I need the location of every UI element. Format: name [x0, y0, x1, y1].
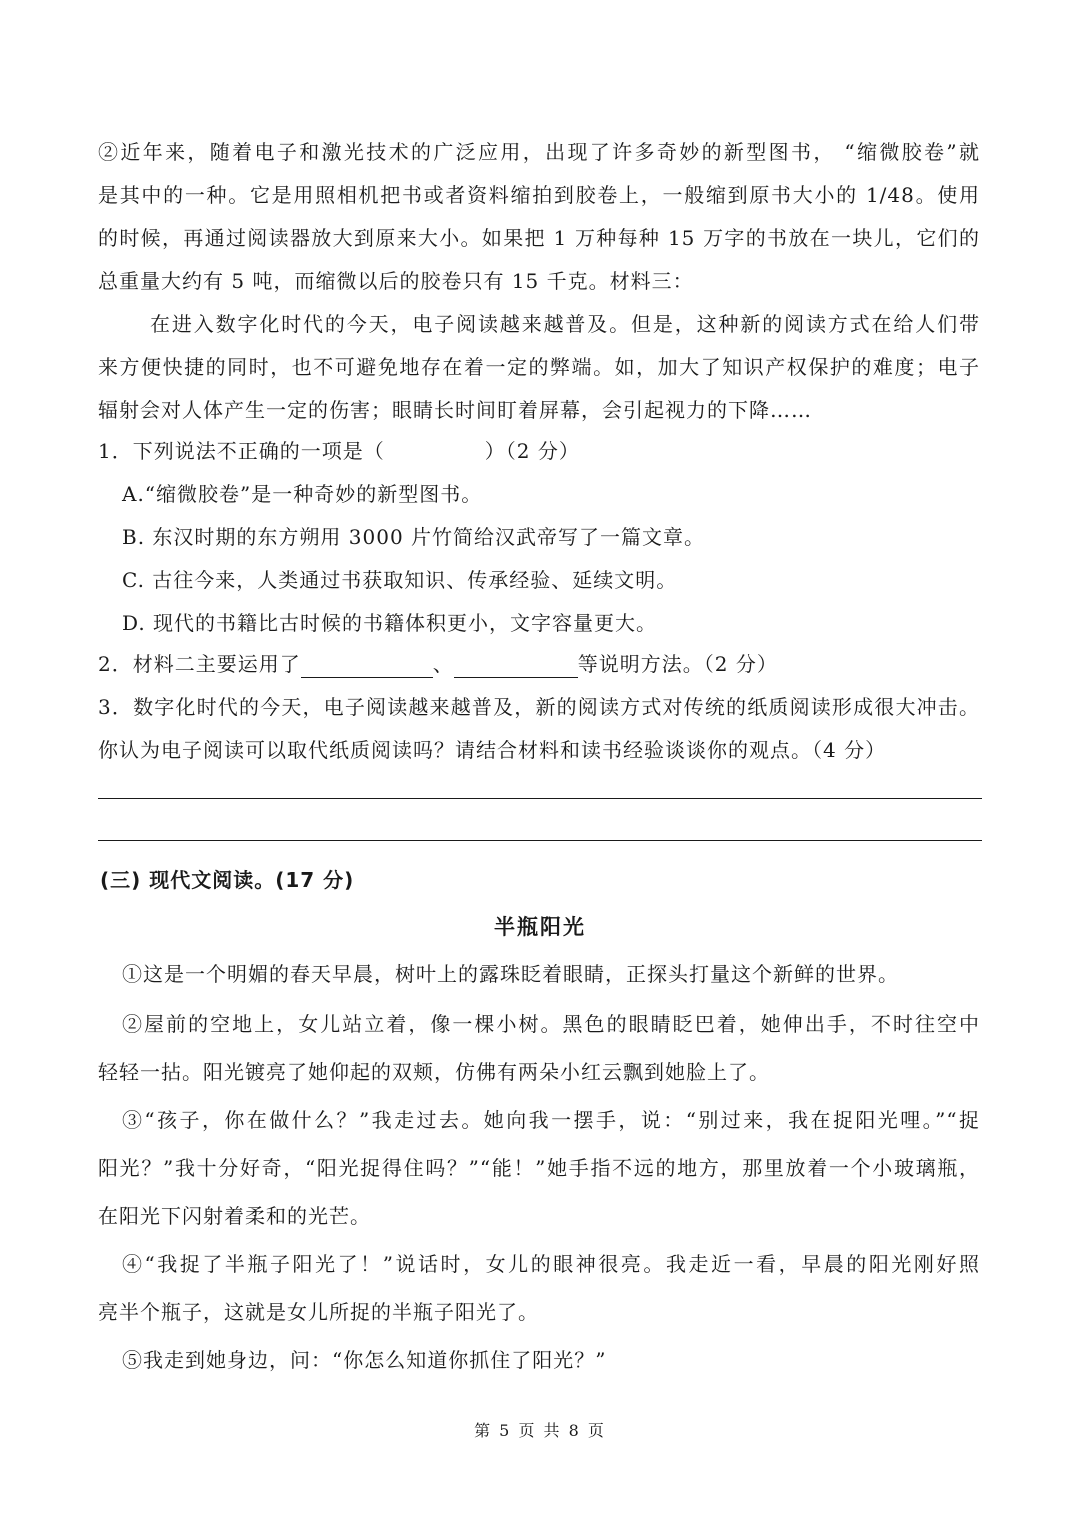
- section-3-heading: (三) 现代文阅读。(17 分): [100, 868, 355, 892]
- question-3-line-2: 你认为电子阅读可以取代纸质阅读吗？请结合材料和读书经验谈谈你的观点。（4 分）: [98, 738, 887, 762]
- passage2-line-4: 总重量大约有 5 吨，而缩微以后的胶卷只有 15 千克。材料三：: [98, 269, 694, 293]
- question-2-sep: 、: [432, 652, 454, 676]
- story-paragraph-5-line-1: ⑤我走到她身边，问：“你怎么知道你抓住了阳光？”: [122, 1348, 607, 1372]
- story-paragraph-2-line-2: 轻轻一拈。阳光镀亮了她仰起的双颊，仿佛有两朵小红云飘到她脸上了。: [98, 1060, 770, 1084]
- story-paragraph-1-line-1: ①这是一个明媚的春天早晨，树叶上的露珠眨着眼睛，正探头打量这个新鲜的世界。: [122, 962, 899, 986]
- question-1-stem-before: 1．下列说法不正确的一项是（: [98, 439, 385, 463]
- question-2: [98, 650, 778, 678]
- question-1-option-a: A.“缩微胶卷”是一种奇妙的新型图书。: [122, 482, 483, 506]
- page-number-footer: 第 5 页 共 8 页: [474, 1421, 606, 1440]
- question-2-before: 2．材料二主要运用了: [98, 652, 301, 676]
- question-2-after: 等说明方法。（2 分）: [577, 652, 778, 676]
- question-1-option-d: D. 现代的书籍比古时候的书籍体积更小，文字容量更大。: [122, 611, 658, 635]
- story-title: 半瓶阳光: [494, 915, 586, 939]
- question-2-blank-1[interactable]: [301, 655, 433, 678]
- question-3-answer-line-1[interactable]: [98, 798, 982, 799]
- passage3-line-1: 在进入数字化时代的今天，电子阅读越来越普及。但是，这种新的阅读方式在给人们带: [150, 312, 980, 336]
- passage2-line-2: 是其中的一种。它是用照相机把书或者资料缩拍到胶卷上，一般缩到原书大小的 1/48。使用: [98, 183, 980, 207]
- passage3-line-3: 辐射会对人体产生一定的伤害；眼睛长时间盯着屏幕，会引起视力的下降……: [98, 398, 812, 422]
- story-paragraph-3-line-3: 在阳光下闪射着柔和的光芒。: [98, 1204, 371, 1228]
- story-paragraph-4-line-1: ④“我捉了半瓶子阳光了！”说话时，女儿的眼神很亮。我走近一看，早晨的阳光刚好照: [122, 1252, 980, 1276]
- story-paragraph-2-line-1: ②屋前的空地上，女儿站立着，像一棵小树。黑色的眼睛眨巴着，她伸出手，不时往空中: [122, 1012, 980, 1036]
- passage3-line-2: 来方便快捷的同时，也不可避免地存在着一定的弊端。如，加大了知识产权保护的难度；电子: [98, 355, 980, 379]
- story-paragraph-4-line-2: 亮半个瓶子，这就是女儿所捉的半瓶子阳光了。: [98, 1300, 539, 1324]
- story-paragraph-3-line-2: 阳光？”我十分好奇，“阳光捉得住吗？”“能！”她手指不远的地方，那里放着一个小玻璃瓶，: [98, 1156, 980, 1180]
- question-3-line-1: 3．数字化时代的今天，电子阅读越来越普及，新的阅读方式对传统的纸质阅读形成很大冲击。: [98, 695, 980, 719]
- passage2-line-3: 的时候，再通过阅读器放大到原来大小。如果把 1 万种每种 15 万字的书放在一块儿，它们的: [98, 226, 980, 250]
- question-1-option-c: C. 古往今来，人类通过书获取知识、传承经验、延续文明。: [122, 568, 678, 592]
- passage2-line-1: ②近年来，随着电子和激光技术的广泛应用，出现了许多奇妙的新型图书， “缩微胶卷”就: [98, 140, 980, 164]
- question-3-answer-line-2[interactable]: [98, 840, 982, 841]
- story-paragraph-3-line-1: ③“孩子，你在做什么？”我走过去。她向我一摆手，说：“别过来，我在捉阳光哩。”“捉: [122, 1108, 980, 1132]
- question-1-option-b: B. 东汉时期的东方朔用 3000 片竹简给汉武帝写了一篇文章。: [122, 525, 706, 549]
- question-2-blank-2[interactable]: [454, 655, 578, 678]
- question-1-stem: [98, 437, 580, 465]
- question-1-stem-after: ）（2 分）: [484, 439, 580, 463]
